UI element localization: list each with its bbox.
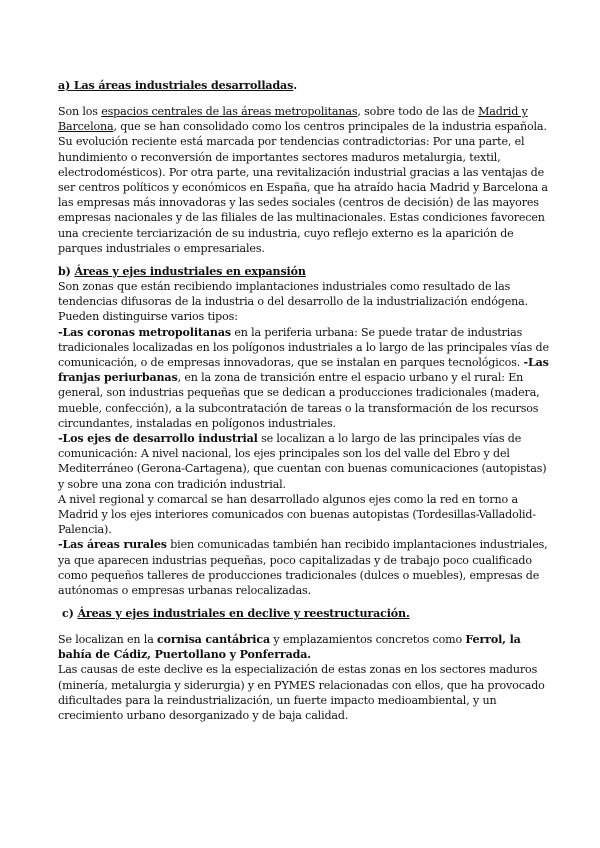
place-puertollano: Puertollano	[154, 648, 226, 662]
franjas-term: -Las franjas periurbanas	[58, 356, 549, 385]
section-a-intro: Son los	[58, 105, 102, 118]
section-c-text-a: Se localizan en la	[58, 633, 158, 646]
place-ponferrada: Ponferrada	[239, 648, 308, 662]
place-cadiz: la bahía de Cádiz	[58, 633, 521, 662]
section-c-paragraph-2: Las causas de este declive es la especialización de estas zonas en los sectores maduros (minería, metalurgia y siderurgia) y en PYMES relacionadas con ellos, que ha provocado dificultades para la reindustrialización, un fuerte impacto medioambiental, y un crecimiento urbano desorganizado y de baja calidad.	[58, 663, 545, 723]
place-cornisa: cornisa cantábrica	[157, 633, 271, 646]
section-c-paragraph-1	[58, 632, 550, 662]
section-b-label: b)	[58, 265, 71, 278]
section-c-sep-3: y	[225, 648, 240, 662]
section-b-intro: Son zonas que están recibiendo implantaciones industriales como resultado de las tendencias difusoras de la industria o del desarrollo de la industrialización endógena. Pueden distinguirse varios tipos:	[58, 280, 528, 324]
place-ferrol: Ferrol	[465, 633, 503, 646]
ejes-text: se localizan a lo largo de las principales vías de comunicación: A nivel nacional, los ejes principales son los del valle del Ebro y del Mediterráneo (Gerona-Cartagena), que cuentan con buenas comunicaciones (autopistas) y sobre una zona con tradición industrial.	[58, 432, 547, 491]
section-b-coronas-franjas	[58, 325, 550, 431]
coronas-text: en la periferia urbana: Se puede tratar de industrias tradicionales localizadas en los polígonos industriales a lo largo de las principales vías de comunicación, o de empresas innovadoras, que se instalan en parques tecnológicos.	[58, 325, 549, 370]
section-a-heading	[58, 78, 550, 93]
section-b-rurales	[58, 537, 550, 598]
section-c-heading	[62, 606, 554, 621]
section-a-paragraph	[58, 104, 550, 256]
section-b-body	[58, 279, 550, 598]
section-a-rest: , que se han consolidado como los centros principales de la industria española. Su evolución reciente está marcada por tendencias contradictorias: Por una parte, el hundimiento o reconversión de importantes sectores maduros metalurgia, textil, electrodomésticos). Por otra parte, una revitalización industrial gracias a las ventajas de ser centros políticos y económicos en España, que ha atraído hacia Madrid y Barcelona a las empresas más innovadoras y las sedes sociales (centros de decisión) de las mayores empresas nacionales y de las filiales de las multinacionales. Estas condiciones favorecen una creciente terciarización de su industria, cuyo reflejo externo es la aparición de parques industriales o empresariales.	[58, 120, 548, 255]
section-a-mid: , sobre todo de las de	[357, 105, 479, 118]
section-c-title: Áreas y ejes industriales en declive y reestructuración.	[77, 607, 410, 620]
rurales-term: -Las áreas rurales	[58, 538, 167, 552]
section-c-sep-1: ,	[502, 633, 510, 646]
section-c-label: c)	[62, 607, 74, 620]
section-a-title-end: .	[293, 79, 297, 92]
section-a-title: Las áreas industriales desarrolladas	[73, 79, 294, 92]
section-c-body	[58, 632, 550, 723]
section-b-ejes	[58, 431, 550, 492]
section-c-end: .	[307, 648, 311, 662]
franjas-text: , en la zona de transición entre el espacio urbano y el rural: En general, son industrias pequeñas que se dedican a producciones tradicionales (madera, mueble, confección), a la subcontratación de tareas o la transformación de los recursos circundantes, instaladas en polígonos industriales.	[58, 371, 540, 430]
section-a-label: a)	[58, 79, 71, 92]
section-c-text-c: y emplazamientos concretos como	[270, 633, 466, 646]
rurales-text: bien comunicadas también han recibido implantaciones industriales, ya que aparecen industrias pequeñas, poco capitalizadas y de trabajo poco cualificado como pequeños talleres de producciones tradicionales (dulces o muebles), empresas de autónomas o empresas urbanas relocalizadas.	[58, 538, 548, 598]
section-b-regional: A nivel regional y comarcal se han desarrollado algunos ejes como la red en torno a Madrid y los ejes interiores comunicados con buenas autopistas (Tordesillas-Valladolid-Palencia).	[58, 492, 536, 537]
section-b-heading	[58, 264, 550, 279]
section-c-sep-2: ,	[147, 648, 155, 662]
section-b-title: Áreas y ejes industriales en expansión	[74, 265, 306, 278]
section-a-underlined-term-1: espacios centrales de las áreas metropolitanas	[101, 105, 358, 118]
coronas-term: -Las coronas metropolitanas	[58, 325, 231, 339]
section-a-underlined-term-2: Madrid y Barcelona	[58, 105, 528, 134]
ejes-term: -Los ejes de desarrollo industrial	[58, 432, 258, 446]
